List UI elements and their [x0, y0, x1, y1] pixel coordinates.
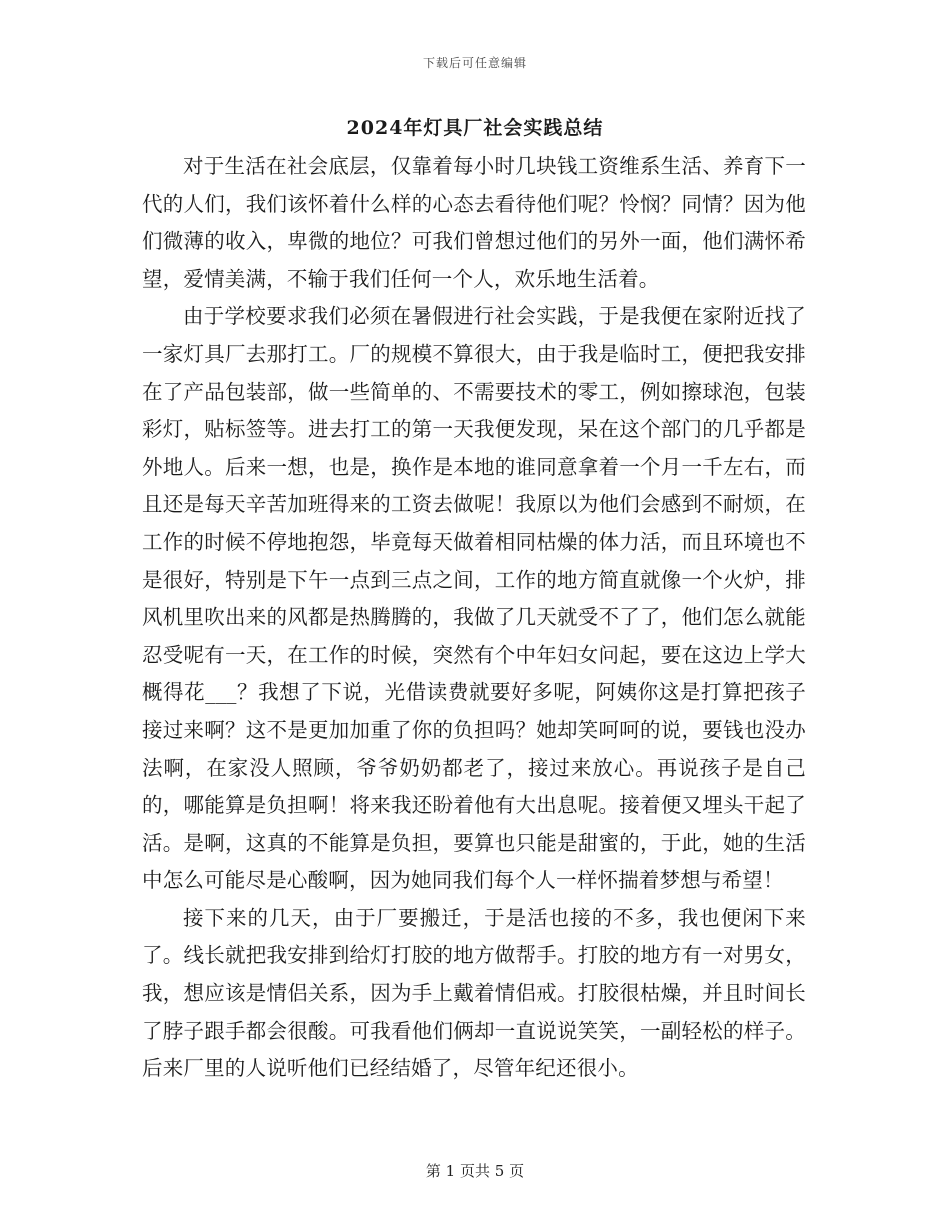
document-body [142, 148, 806, 1088]
page-number-label: 第 1 页共 5 页 [425, 1162, 525, 1180]
paragraph: 接下来的几天，由于厂要搬迁，于是活也接的不多，我也便闲下来了。线长就把我安排到给灯打胶的地方做帮手。打胶的地方有一对男女，我，想应该是情侣关系，因为手上戴着情侣戒。打胶很枯燥，并且时间长了脖子跟手都会很酸。可我看他们俩却一直说说笑笑，一副轻松的样子。后来厂里的人说听他们已经结婚了，尽管年纪还很小。 [142, 905, 806, 1081]
paragraph: 由于学校要求我们必须在暑假进行社会实践，于是我便在家附近找了一家灯具厂去那打工。厂的规模不算很大，由于我是临时工，便把我安排在了产品包装部，做一些简单的、不需要技术的零工，例如擦球泡，包装彩灯，贴标签等。进去打工的第一天我便发现，呆在这个部门的几乎都是外地人。后来一想，也是，换作是本地的谁同意拿着一个月一千左右，而且还是每天辛苦加班得来的工资去做呢！我原以为他们会感到不耐烦，在工作的时候不停地抱怨，毕竟每天做着相同枯燥的体力活，而且环境也不是很好，特别是下午一点到三点之间，工作的地方简直就像一个火炉，排风机里吹出来的风都是热腾腾的，我做了几天就受不了了，他们怎么就能忍受呢有一天，在工作的时候，突然有个中年妇女问起，要在这边上学大概得花___？我想了下说，光借读费就要好多呢，阿姨你这是打算把孩子接过来啊？这不是更加加重了你的负担吗？她却笑呵呵的说，要钱也没办法啊，在家没人照顾，爷爷奶奶都老了，接过来放心。再说孩子是自己的，哪能算是负担啊！将来我还盼着他有大出息呢。接着便又埋头干起了活。是啊，这真的不能算是负担，要算也只能是甜蜜的，于此，她的生活中怎么可能尽是心酸啊，因为她同我们每个人一样怀揣着梦想与希望！ [142, 304, 806, 893]
header-note: 下载后可任意编辑 [422, 56, 527, 70]
paragraph: 对于生活在社会底层，仅靠着每小时几块钱工资维系生活、养育下一代的人们，我们该怀着什么样的心态去看待他们呢？怜悯？同情？因为他们微薄的收入，卑微的地位？可我们曾想过他们的另外一面，他们满怀希望，爱情美满，不输于我们任何一个人，欢乐地生活着。 [142, 154, 806, 291]
document-title: 2024年灯具厂社会实践总结 [346, 117, 604, 139]
page-footer [0, 1160, 950, 1181]
